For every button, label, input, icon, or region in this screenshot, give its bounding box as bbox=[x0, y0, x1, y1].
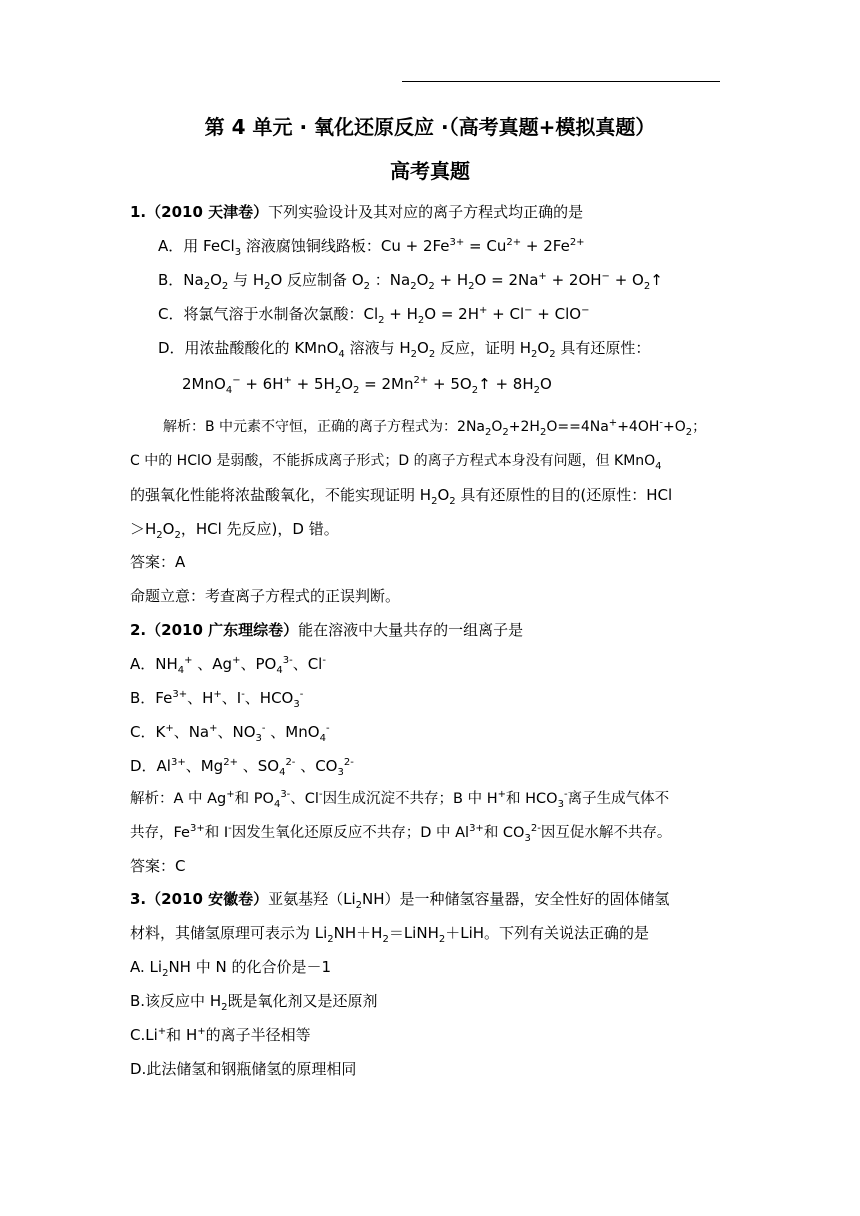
q2-option-b: B．$Fe^{3+}$、H+、I-、$HCO_3^-$ bbox=[130, 689, 304, 710]
q3-option-c: C.Li+和 H+的离子半径相等 bbox=[130, 1026, 311, 1044]
q1-analysis-line4: $>H_2O_2$，HCl 先反应)，D 错。 bbox=[130, 520, 339, 541]
q1-option-d: D．用浓盐酸酸化的 KMnO$_4$ 溶液与 $H_2O_2$ 反应，证明 $H_2O_2$ 具有还原性： bbox=[158, 339, 651, 360]
q2-number: 2. bbox=[130, 621, 147, 639]
q1-analysis-line3: 的强氧化性能将浓盐酸氧化，不能实现证明 $H_2O_2$ 具有还原性的目的(还原性：HCl bbox=[130, 486, 673, 507]
q3-number: 3. bbox=[130, 890, 147, 908]
q1-stem: 下列实验设计及其对应的离子方程式均正确的是 bbox=[268, 203, 584, 221]
q2-option-d: D．$Al^{3+}$、$Mg^{2+}$ 、$SO_4^{2-}$ 、$CO_3^{2-}$ bbox=[130, 757, 354, 778]
section-title: 高考真题 bbox=[390, 159, 470, 183]
q1-stem-line bbox=[130, 201, 583, 223]
q1-option-c: C．将氯气溶于水制备次氯酸：$Cl_2 + H_2O = 2H^+ + Cl^- + ClO^-$ bbox=[158, 305, 590, 326]
q2-stem-line bbox=[130, 619, 523, 641]
q1-analysis-line1: 解析：B 中元素不守恒，正确的离子方程式为：$2Na_2O_2+2H_2O==4Na^++4OH^-+O_2$； bbox=[163, 417, 707, 438]
q2-analysis-line1: 解析：A 中 Ag+和 $PO_4^{3-}$、Cl-因生成沉淀不共存；B 中 H+和 $HCO_3^-$离子生成气体不 bbox=[130, 789, 670, 810]
q1-option-b: B．$Na_2O_2$ 与 $H_2O$ 反应制备 $O_2$ ：$Na_2O_2 + H_2O = 2Na^+ + 2OH^-$ + $O_2↑$ bbox=[158, 271, 663, 292]
q3-source: （2010 安徽卷） bbox=[146, 890, 269, 908]
q1-source: （2010 天津卷） bbox=[146, 203, 269, 221]
q2-option-a: A．$NH_4^+$ 、Ag+、$PO_4^{3-}$、Cl- bbox=[130, 655, 326, 676]
q2-answer: 答案：C bbox=[130, 857, 186, 875]
q1-analysis-line2: C 中的 HClO 是弱酸，不能拆成离子形式；D 的离子方程式本身没有问题，但 KMnO$_4$ bbox=[130, 453, 662, 472]
q1-equation: $2MnO_4^- + 6H^+ + 5H_2O_2 = 2Mn^{2+}$ + $5O_2↑ + 8H_2O$ bbox=[182, 375, 552, 396]
q3-stem-line2: 材料，其储氢原理可表示为 $Li_2NH+H_2=LiNH_2+LiH$。下列有关说法正确的是 bbox=[130, 924, 650, 945]
doc-title: 第 4 单元 · 氧化还原反应 ·（高考真题+模拟真题） bbox=[204, 115, 656, 139]
q2-source: （2010 广东理综卷） bbox=[146, 621, 299, 639]
header-rule bbox=[402, 81, 720, 82]
q3-option-d: D.此法储氢和钢瓶储氢的原理相同 bbox=[130, 1060, 357, 1078]
q3-stem-line: 3.（2010 安徽卷）亚氨基羟$(Li_2NH)$是一种储氢容量器，安全性好的固体储氢 bbox=[130, 890, 670, 911]
q1-number: 1. bbox=[130, 203, 147, 221]
q2-stem: 能在溶液中大量共存的一组离子是 bbox=[298, 621, 524, 639]
q2-analysis-line2: 共存，$Fe^{3+}$和 I-因发生氧化还原反应不共存；D 中 $Al^{3+}$和 $CO_3^{2-}$因互促水解不共存。 bbox=[130, 823, 672, 844]
q3-option-b: B.该反应中 $H_2$既是氧化剂又是还原剂 bbox=[130, 992, 378, 1013]
q3-option-a: A. $Li_2NH$ 中 N 的化合价是－1 bbox=[130, 958, 332, 979]
q1-option-a: A．用 FeCl$_3$ 溶液腐蚀铜线路板：$Cu + 2Fe^{3+} = Cu^{2+} + 2Fe^{2+}$ bbox=[158, 237, 585, 258]
q1-intent: 命题立意：考查离子方程式的正误判断。 bbox=[130, 587, 401, 605]
q2-option-c: C．K+、Na+、$NO_3^-$ 、MnO$_4$- bbox=[130, 723, 330, 744]
q1-answer: 答案：A bbox=[130, 553, 186, 571]
